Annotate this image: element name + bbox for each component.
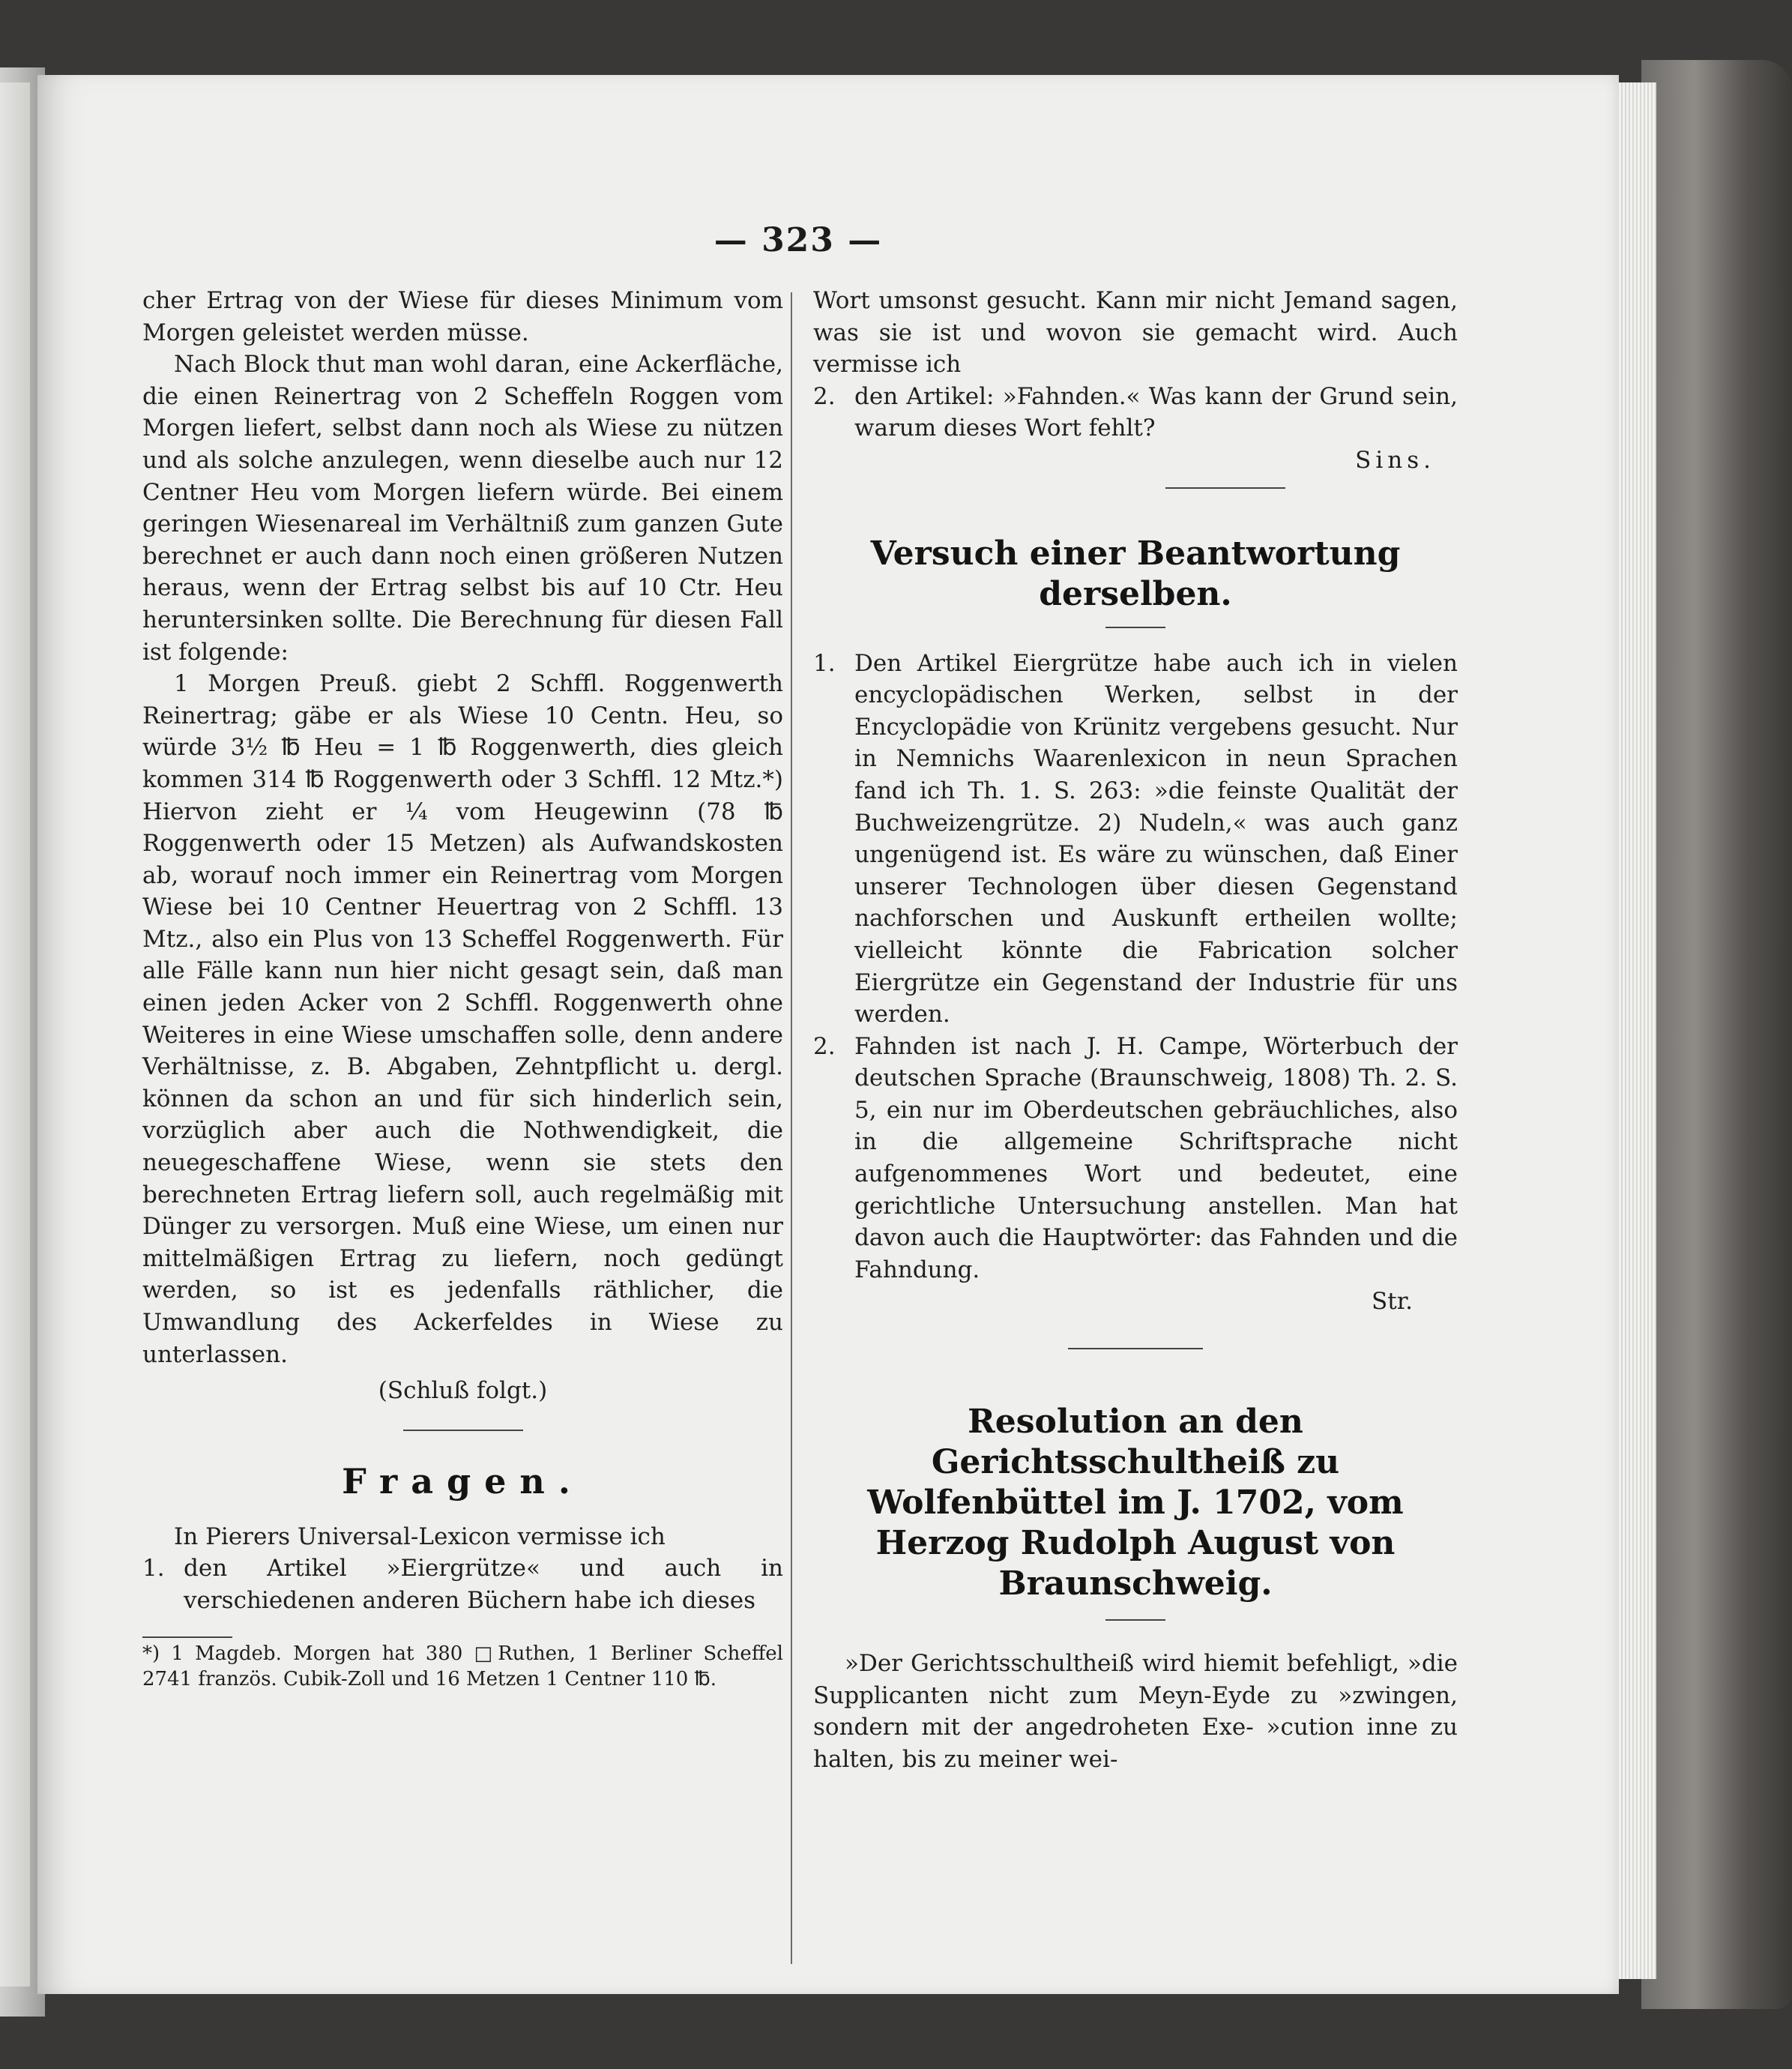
item-number: 2. xyxy=(813,382,836,410)
right-column xyxy=(813,285,1458,1775)
paragraph: In Pierers Universal-Lexicon vermisse ich xyxy=(174,1523,666,1550)
list-item xyxy=(142,1552,783,1616)
item-text: Den Artikel Eiergrütze habe auch ich in vielen encyclopädischen Werken, selbst in der Encyclopädie von Krünitz vergebens gesucht. Nur in Nemnichs Waarenlexicon in neun Sprachen fand ich Th. 1. S. 263: »die feinste Qualität der Buchweizengrütze. 2) Nudeln,« was auch ganz ungenügend ist. Es wäre zu wünschen, daß Einer unserer Technologen über diesen Gegenstand nachforschen und Auskunft ertheilen wollte; vielleicht könnte die Fabrication solcher Eiergrütze ein Gegenstand der Industrie für uns werden. xyxy=(854,649,1458,1029)
list-item xyxy=(813,381,1458,445)
paragraph: Wort umsonst gesucht. Kann mir nicht Jemand sagen, was sie ist und wovon sie gemacht wird. Auch vermisse ich xyxy=(813,287,1458,379)
paragraph: »Der Gerichtsschultheiß wird hiemit befehligt, »die Supplicanten nicht zum Meyn-Eyde zu »zwingen, sondern mit der angedroheten Exe- »cution inne zu halten, bis zu meiner wei- xyxy=(813,1650,1458,1773)
page-number: — 323 — xyxy=(714,221,883,259)
item-number: 1. xyxy=(142,1555,165,1582)
footnote-rule xyxy=(142,1636,232,1638)
signature: Str. xyxy=(1372,1288,1413,1316)
item-text: den Artikel »Eiergrütze« und auch in verschiedenen anderen Büchern habe ich dieses xyxy=(184,1555,783,1614)
item-text: den Artikel: »Fahnden.« Was kann der Grund sein, warum dieses Wort fehlt? xyxy=(854,382,1458,442)
paragraph: 1 Morgen Preuß. giebt 2 Schffl. Roggenwerth Reinertrag; gäbe er als Wiese 10 Centn. Heu, so würde 3½ ℔ Heu = 1 ℔ Roggenwerth, dies gleich kommen 314 ℔ Roggenwerth oder 3 Schffl. 12 Mtz.*) Hiervon zieht er ¼ vom Heugewinn (78 ℔ Roggenwerth oder 15 Metzen) als Aufwandskosten ab, worauf noch immer ein Reinertrag vom Morgen Wiese bei 10 Centner Heuertrag von 2 Schffl. 13 Mtz., also ein Plus von 13 Scheffel Roggenwerth. Für alle Fälle kann nun hier nicht gesagt sein, daß man einen jeden Acker von 2 Schffl. Roggenwerth ohne Weiteres in eine Wiese umschaffen solle, denn andere Verhältnisse, z. B. Abgaben, Zehntpflicht u. dergl. können da schon an und für sich hinderlich sein, vorzüglich aber auch die Nothwendigkeit, die neuegeschaffene Wiese, wenn sie stets den berechneten Ertrag liefern soll, auch regelmäßig mit Dünger zu versorgen. Muß eine Wiese, um einen nur mittelmäßigen Ertrag zu liefern, noch gedüngt werden, so ist es jedenfalls räthlicher, die Umwandlung des Ackerfeldes in Wiese zu unterlassen. xyxy=(142,670,783,1368)
footnote: *) 1 Magdeb. Morgen hat 380 □Ruthen, 1 Berliner Scheffel 2741 französ. Cubik-Zoll und 16 Metzen 1 Centner 110 ℔. xyxy=(142,1642,783,1690)
item-number: 1. xyxy=(813,649,836,677)
section-heading: Versuch einer Beantwortung derselben. xyxy=(870,534,1401,613)
to-be-continued: (Schluß folgt.) xyxy=(378,1377,548,1405)
section-divider xyxy=(1068,1348,1203,1349)
left-column xyxy=(142,285,783,1692)
section-divider xyxy=(1105,1619,1165,1621)
item-text: Fahnden ist nach J. H. Campe, Wörterbuch der deutschen Sprache (Braunschweig, 1808) Th. 2. S. 5, ein nur im Oberdeutschen gebräuchliches, also in die allgemeine Schriftsprache nicht aufgenommenes Wort und bedeutet, eine gerichtliche Untersuchung anstellen. Man hat davon auch die Hauptwörter: das Fahnden und die Fahndung. xyxy=(854,1032,1458,1283)
section-heading: Fragen. xyxy=(342,1460,584,1502)
section-divider xyxy=(1165,487,1285,489)
paragraph: Nach Block thut man wohl daran, eine Ackerfläche, die einen Reinertrag von 2 Scheffeln Roggen vom Morgen liefert, selbst dann noch als Wiese zu nützen und als solche anzulegen, wenn dieselbe auch nur 12 Centner Heu vom Morgen liefern würde. Bei einem geringen Wiesenareal im Verhältniß zum ganzen Gute berechnet er auch dann noch einen größeren Nutzen heraus, wenn der Ertrag selbst bis auf 10 Ctr. Heu heruntersinken sollte. Die Berechnung für diesen Fall ist folgende: xyxy=(142,351,783,666)
section-heading: Resolution an den Gerichtsschultheiß zu Wolfenbüttel im J. 1702, vom Herzog Rudolph August von Braunschweig. xyxy=(867,1403,1404,1603)
book-cover-edge xyxy=(1641,60,1792,2009)
list-item xyxy=(813,648,1458,1031)
column-divider xyxy=(791,292,792,1964)
signature: Sins. xyxy=(1355,446,1435,474)
list-item xyxy=(813,1031,1458,1286)
paragraph: cher Ertrag von der Wiese für dieses Minimum vom Morgen geleistet werden müsse. xyxy=(142,287,783,346)
item-number: 2. xyxy=(813,1032,836,1060)
section-divider xyxy=(403,1430,523,1431)
section-divider xyxy=(1105,627,1165,628)
book-page xyxy=(37,75,1619,1994)
left-page-edge xyxy=(0,82,30,1987)
